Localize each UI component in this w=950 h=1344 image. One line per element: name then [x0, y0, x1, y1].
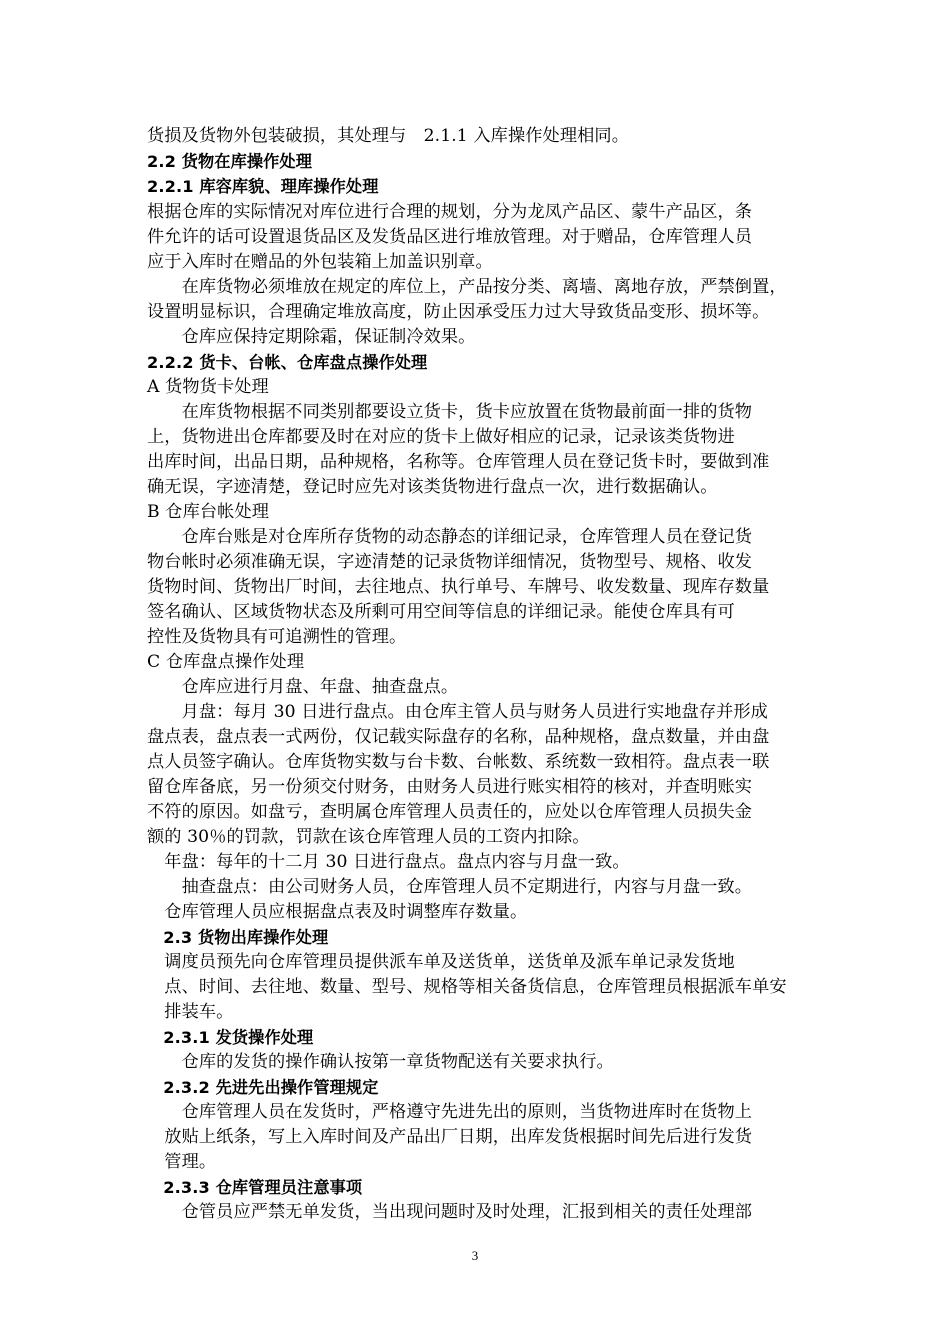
- body-line: 上，货物进出仓库都要及时在对应的货卡上做好相应的记录，记录该类货物进: [147, 427, 735, 447]
- body-line: 管理。: [147, 1152, 217, 1172]
- body-line: 额的 30％的罚款，罚款在该仓库管理人员的工资内扣除。: [147, 827, 590, 847]
- body-line: 在库货物必须堆放在规定的库位上，产品按分类、离墙、离地存放，严禁倒置，: [147, 277, 787, 297]
- section-heading: 2.2.2 货卡、台帐、仓库盘点操作处理: [147, 353, 428, 372]
- body-line: 不符的原因。如盘亏，查明属仓库管理人员责任的，应处以仓库管理人员损失金: [147, 802, 753, 822]
- body-line: 抽查盘点：由公司财务人员，仓库管理人员不定期进行，内容与月盘一致。: [147, 877, 753, 897]
- body-line: 货损及货物外包装破损，其处理与 2.1.1 入库操作处理相同。: [147, 126, 629, 146]
- body-line: 点、时间、去往地、数量、型号、规格等相关备货信息，仓库管理员根据派车单安: [147, 977, 787, 997]
- body-line: 点人员签字确认。仓库货物实数与台卡数、台帐数、系统数一致相符。盘点表一联: [147, 752, 770, 772]
- body-line: 仓管员应严禁无单发货，当出现问题时及时处理，汇报到相关的责任处理部: [147, 1202, 753, 1222]
- body-line: 仓库应进行月盘、年盘、抽查盘点。: [147, 677, 459, 697]
- subsection-label: A 货物货卡处理: [147, 377, 269, 397]
- body-line: 根据仓库的实际情况对库位进行合理的规划，分为龙凤产品区、蒙牛产品区，条: [147, 202, 753, 222]
- body-line: 物台帐时必须准确无误，字迹清楚的记录货物详细情况，货物型号、规格、收发: [147, 552, 753, 572]
- body-line: 件允许的话可设置退货品区及发货品区进行堆放管理。对于赠品，仓库管理人员: [147, 227, 753, 247]
- subsection-label: C 仓库盘点操作处理: [147, 652, 305, 672]
- section-heading: 2.3.2 先进先出操作管理规定: [147, 1078, 379, 1097]
- body-line: 设置明显标识，合理确定堆放高度，防止因承受压力过大导致货品变形、损坏等。: [147, 302, 770, 322]
- body-line: 货物时间、货物出厂时间，去往地点、执行单号、车牌号、收发数量、现库存数量: [147, 577, 770, 597]
- body-line: 应于入库时在赠品的外包装箱上加盖识别章。: [147, 252, 493, 272]
- section-heading: 2.2.1 库容库貌、理库操作处理: [147, 177, 379, 196]
- body-line: 调度员预先向仓库管理员提供派车单及送货单，送货单及派车单记录发货地: [147, 952, 735, 972]
- section-heading: 2.2 货物在库操作处理: [147, 152, 313, 171]
- section-heading: 2.3 货物出库操作处理: [147, 928, 329, 947]
- section-heading: 2.3.1 发货操作处理: [147, 1028, 314, 1047]
- body-line: 仓库管理人员在发货时，严格遵守先进先出的原则，当货物进库时在货物上: [147, 1102, 753, 1122]
- body-line: 年盘：每年的十二月 30 日进行盘点。盘点内容与月盘一致。: [147, 852, 630, 872]
- body-line: 在库货物根据不同类别都要设立货卡，货卡应放置在货物最前面一排的货物: [147, 402, 753, 422]
- body-line: 排装车。: [147, 1002, 234, 1022]
- body-line: 月盘：每月 30 日进行盘点。由仓库主管人员与财务人员进行实地盘存并形成: [147, 702, 768, 722]
- body-line: 仓库管理人员应根据盘点表及时调整库存数量。: [147, 902, 528, 922]
- body-line: 仓库台账是对仓库所存货物的动态静态的详细记录，仓库管理人员在登记货: [147, 527, 753, 547]
- body-line: 确无误，字迹清楚，登记时应先对该类货物进行盘点一次，进行数据确认。: [147, 477, 718, 497]
- body-line: 仓库的发货的操作确认按第一章货物配送有关要求执行。: [147, 1052, 614, 1072]
- page-number: 3: [471, 1248, 479, 1263]
- body-line: 留仓库备底，另一份须交付财务，由财务人员进行账实相符的核对，并查明账实: [147, 777, 753, 797]
- body-line: 盘点表，盘点表一式两份，仅记载实际盘存的名称，品种规格，盘点数量，并由盘: [147, 727, 770, 747]
- section-heading: 2.3.3 仓库管理员注意事项: [147, 1178, 363, 1197]
- subsection-label: B 仓库台帐处理: [147, 502, 270, 522]
- body-line: 控性及货物具有可追溯性的管理。: [147, 627, 407, 647]
- body-line: 放贴上纸条，写上入库时间及产品出厂日期，出库发货根据时间先后进行发货: [147, 1127, 753, 1147]
- body-line: 签名确认、区域货物状态及所剩可用空间等信息的详细记录。能使仓库具有可: [147, 602, 735, 622]
- body-line: 仓库应保持定期除霜，保证制冷效果。: [147, 327, 476, 347]
- body-line: 出库时间，出品日期，品种规格，名称等。仓库管理人员在登记货卡时，要做到准: [147, 452, 770, 472]
